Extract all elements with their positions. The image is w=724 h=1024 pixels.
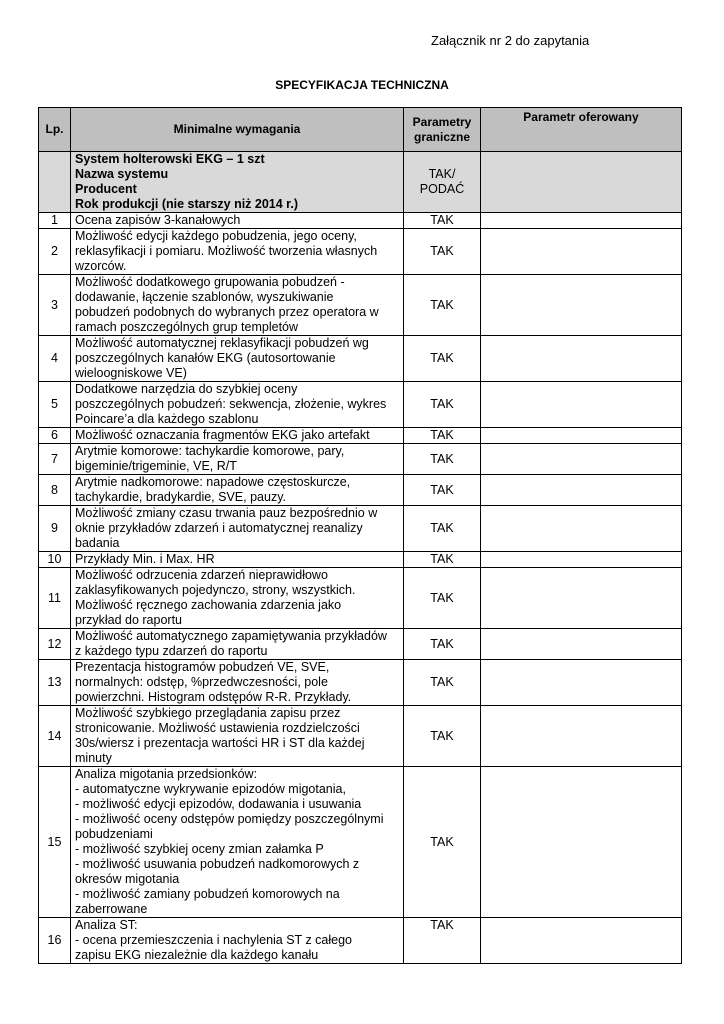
requirement-line: reklasyfikacji i pomiaru. Możliwość tworzenia własnych bbox=[75, 244, 378, 258]
row-requirement bbox=[71, 275, 404, 336]
row-offered-value bbox=[481, 568, 682, 629]
requirement-line: z każdego typu zdarzeń do raportu bbox=[75, 644, 268, 658]
requirement-line: Arytmie komorowe: tachykardie komorowe, pary, bbox=[75, 444, 345, 458]
table-row bbox=[39, 660, 682, 706]
requirement-line: Analiza ST: bbox=[75, 918, 138, 932]
requirement-line: dodawanie, łączenie szablonów, wyszukiwanie bbox=[75, 290, 334, 304]
row-number: 4 bbox=[39, 336, 71, 382]
row-offered-value bbox=[481, 444, 682, 475]
requirement-line: tachykardie, bradykardie, SVE, pauzy. bbox=[75, 490, 286, 504]
row-param-value: TAK bbox=[404, 336, 481, 382]
requirement-line: - możliwość edycji epizodów, dodawania i usuwania bbox=[75, 797, 362, 811]
table-row bbox=[39, 213, 682, 229]
row-requirement bbox=[71, 382, 404, 428]
requirement-line: bigeminie/trigeminie, VE, R/T bbox=[75, 459, 237, 473]
table-row bbox=[39, 382, 682, 428]
row-requirement bbox=[71, 428, 404, 444]
row-requirement bbox=[71, 706, 404, 767]
requirement-line: wzorców. bbox=[75, 259, 127, 273]
section-offered-cell bbox=[481, 152, 682, 213]
header-line: graniczne bbox=[413, 129, 470, 144]
requirement-line: minuty bbox=[75, 751, 112, 765]
section-number-cell bbox=[39, 152, 71, 213]
row-offered-value bbox=[481, 706, 682, 767]
requirement-line: Analiza migotania przedsionków: bbox=[75, 767, 258, 781]
requirement-line: Możliwość odrzucenia zdarzeń nieprawidłowo bbox=[75, 568, 328, 582]
row-param-value: TAK bbox=[404, 275, 481, 336]
column-header-limit-params bbox=[404, 108, 481, 152]
requirement-line: poszczególnych kanałów EKG (autosortowanie bbox=[75, 351, 336, 365]
table-row bbox=[39, 706, 682, 767]
row-param-value: TAK bbox=[404, 552, 481, 568]
row-requirement bbox=[71, 213, 404, 229]
requirement-line: Możliwość oznaczania fragmentów EKG jako artefakt bbox=[75, 428, 370, 442]
requirement-line: Dodatkowe narzędzia do szybkiej oceny bbox=[75, 382, 298, 396]
row-number: 10 bbox=[39, 552, 71, 568]
requirement-line: oknie przykładów zdarzeń i automatycznej reanalizy bbox=[75, 521, 363, 535]
row-requirement bbox=[71, 552, 404, 568]
section-line: Nazwa systemu bbox=[75, 167, 169, 181]
row-number: 12 bbox=[39, 629, 71, 660]
row-number: 16 bbox=[39, 918, 71, 964]
table-row bbox=[39, 336, 682, 382]
requirement-line: - automatyczne wykrywanie epizodów migotania, bbox=[75, 782, 346, 796]
table-row bbox=[39, 568, 682, 629]
row-offered-value bbox=[481, 213, 682, 229]
requirement-line: badania bbox=[75, 536, 120, 550]
requirement-line: poszczególnych pobudzeń: sekwencja, złożenie, wykres bbox=[75, 397, 387, 411]
requirement-line: Możliwość szybkiego przeglądania zapisu przez bbox=[75, 706, 341, 720]
row-requirement bbox=[71, 475, 404, 506]
row-requirement bbox=[71, 918, 404, 964]
row-param-value: TAK bbox=[404, 444, 481, 475]
requirement-line: Arytmie nadkomorowe: napadowe częstoskurcze, bbox=[75, 475, 351, 489]
row-offered-value bbox=[481, 506, 682, 552]
row-param-value: TAK bbox=[404, 428, 481, 444]
specification-table bbox=[38, 107, 682, 964]
section-line: System holterowski EKG – 1 szt bbox=[75, 152, 265, 166]
requirement-line: stronicowanie. Możliwość ustawienia rozdzielczości bbox=[75, 721, 360, 735]
table-row bbox=[39, 428, 682, 444]
requirement-line: zapisu EKG niezależnie dla każdego kanału bbox=[75, 948, 319, 962]
row-param-value: TAK bbox=[404, 229, 481, 275]
row-offered-value bbox=[481, 767, 682, 918]
section-line: Rok produkcji (nie starszy niż 2014 r.) bbox=[75, 197, 298, 211]
requirement-line: - możliwość zamiany pobudzeń komorowych na bbox=[75, 887, 340, 901]
row-offered-value bbox=[481, 552, 682, 568]
row-number: 3 bbox=[39, 275, 71, 336]
requirement-line: Ocena zapisów 3-kanałowych bbox=[75, 213, 241, 227]
requirement-line: - ocena przemieszczenia i nachylenia ST z całego bbox=[75, 933, 352, 947]
row-requirement bbox=[71, 568, 404, 629]
requirement-line: Prezentacja histogramów pobudzeń VE, SVE, bbox=[75, 660, 330, 674]
requirement-line: Możliwość automatycznej reklasyfikacji pobudzeń wg bbox=[75, 336, 369, 350]
attachment-label: Załącznik nr 2 do zapytania bbox=[431, 33, 590, 48]
table-row bbox=[39, 229, 682, 275]
requirement-line: Możliwość edycji każdego pobudzenia, jego oceny, bbox=[75, 229, 357, 243]
row-number: 11 bbox=[39, 568, 71, 629]
requirement-line: zaberrowane bbox=[75, 902, 148, 916]
requirement-line: okresów migotania bbox=[75, 872, 180, 886]
row-param-value: TAK bbox=[404, 506, 481, 552]
requirement-line: - możliwość szybkiej oceny zmian załamka P bbox=[75, 842, 324, 856]
requirement-line: 30s/wiersz i prezentacja wartości HR i ST dla każdej bbox=[75, 736, 365, 750]
section-line: Producent bbox=[75, 182, 137, 196]
row-requirement bbox=[71, 629, 404, 660]
requirement-line: Możliwość zmiany czasu trwania pauz bezpośrednio w bbox=[75, 506, 378, 520]
row-number: 9 bbox=[39, 506, 71, 552]
row-offered-value bbox=[481, 660, 682, 706]
row-number: 13 bbox=[39, 660, 71, 706]
row-number: 6 bbox=[39, 428, 71, 444]
row-number: 2 bbox=[39, 229, 71, 275]
table-row bbox=[39, 552, 682, 568]
row-number: 15 bbox=[39, 767, 71, 918]
table-row bbox=[39, 444, 682, 475]
table-header-row bbox=[39, 108, 682, 152]
row-number: 1 bbox=[39, 213, 71, 229]
row-param-value: TAK bbox=[404, 382, 481, 428]
row-offered-value bbox=[481, 382, 682, 428]
requirement-line: Możliwość ręcznego zachowania zdarzenia jako bbox=[75, 598, 342, 612]
row-param-value: TAK bbox=[404, 918, 481, 964]
table-row bbox=[39, 506, 682, 552]
table-row bbox=[39, 918, 682, 964]
row-requirement bbox=[71, 506, 404, 552]
row-requirement bbox=[71, 767, 404, 918]
requirement-line: normalnych: odstęp, %przedwczesności, pole bbox=[75, 675, 328, 689]
requirement-line: Możliwość automatycznego zapamiętywania przykładów bbox=[75, 629, 387, 643]
row-requirement bbox=[71, 444, 404, 475]
row-param-value: TAK bbox=[404, 213, 481, 229]
requirement-line: powierzchni. Histogram odstępów R-R. Przykłady. bbox=[75, 690, 352, 704]
section-param-line: TAK/ bbox=[428, 167, 456, 181]
table-row bbox=[39, 629, 682, 660]
section-param-cell bbox=[404, 152, 481, 213]
row-offered-value bbox=[481, 475, 682, 506]
table-row bbox=[39, 767, 682, 918]
row-offered-value bbox=[481, 229, 682, 275]
row-requirement bbox=[71, 660, 404, 706]
requirement-line: Przykłady Min. i Max. HR bbox=[75, 552, 215, 566]
requirement-line: pobudzeniami bbox=[75, 827, 153, 841]
header-line: Parametry bbox=[412, 114, 472, 129]
row-requirement bbox=[71, 336, 404, 382]
row-offered-value bbox=[481, 918, 682, 964]
row-param-value: TAK bbox=[404, 568, 481, 629]
row-number: 5 bbox=[39, 382, 71, 428]
row-offered-value bbox=[481, 275, 682, 336]
section-param-line: PODAĆ bbox=[419, 182, 465, 196]
row-number: 14 bbox=[39, 706, 71, 767]
requirement-line: - możliwość usuwania pobudzeń nadkomorowych z bbox=[75, 857, 360, 871]
row-number: 7 bbox=[39, 444, 71, 475]
row-offered-value bbox=[481, 336, 682, 382]
table-row bbox=[39, 475, 682, 506]
row-param-value: TAK bbox=[404, 660, 481, 706]
row-requirement bbox=[71, 229, 404, 275]
row-number: 8 bbox=[39, 475, 71, 506]
requirement-line: - możliwość oceny odstępów pomiędzy poszczególnymi bbox=[75, 812, 384, 826]
column-header-lp: Lp. bbox=[39, 108, 71, 152]
requirement-line: Poincare’a dla każdego szablonu bbox=[75, 412, 259, 426]
column-header-offered: Parametr oferowany bbox=[481, 108, 682, 152]
section-requirements-cell bbox=[71, 152, 404, 213]
requirement-line: przykład do raportu bbox=[75, 613, 183, 627]
row-offered-value bbox=[481, 428, 682, 444]
requirement-line: zaklasyfikowanych pojedynczo, strony, wszystkich. bbox=[75, 583, 356, 597]
section-row bbox=[39, 152, 682, 213]
requirement-line: Możliwość dodatkowego grupowania pobudzeń - bbox=[75, 275, 345, 289]
table-row bbox=[39, 275, 682, 336]
page-title: SPECYFIKACJA TECHNICZNA bbox=[275, 78, 449, 92]
row-param-value: TAK bbox=[404, 475, 481, 506]
row-param-value: TAK bbox=[404, 706, 481, 767]
column-header-requirements: Minimalne wymagania bbox=[71, 108, 404, 152]
row-param-value: TAK bbox=[404, 629, 481, 660]
row-param-value: TAK bbox=[404, 767, 481, 918]
requirement-line: pobudzeń podobnych do wybranych przez operatora w bbox=[75, 305, 379, 319]
row-offered-value bbox=[481, 629, 682, 660]
requirement-line: wieloogniskowe VE) bbox=[75, 366, 187, 380]
requirement-line: ramach poszczególnych grup templetów bbox=[75, 320, 299, 334]
